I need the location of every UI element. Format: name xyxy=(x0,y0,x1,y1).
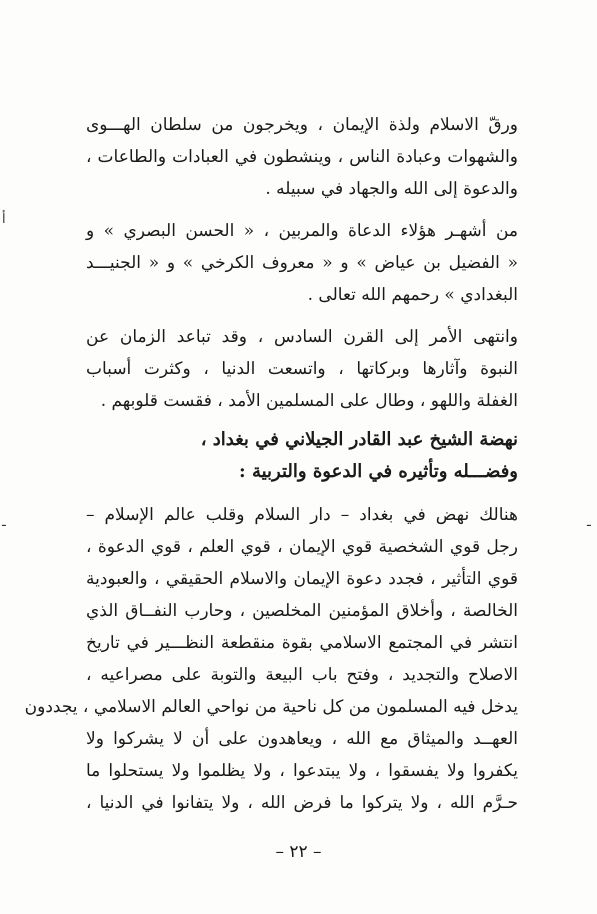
section-heading xyxy=(86,424,518,488)
text-line: من أشهـر هؤلاء الدعاة والمربين ، « الحسن البصري » و xyxy=(86,221,518,241)
text-line: يدخل فيه المسلمون من كل ناحية من نواحي العالم الاسلامي ، يجددون xyxy=(24,697,518,717)
heading-line: نهضة الشيخ عبد القادر الجيلاني في بغداد ، xyxy=(200,429,518,450)
margin-mark: أ xyxy=(2,212,6,227)
text-line: النبوة وآثارها وبركاتها ، واتسعت الدنيا ، وكثرت أسباب xyxy=(86,359,518,379)
paragraph-3 xyxy=(86,321,518,417)
text-line: الغفلة واللهو ، وطال على المسلمين الأمد ، فقست قلوبهم . xyxy=(100,391,518,411)
text-line: والدعوة إلى الله والجهاد في سبيله . xyxy=(265,179,518,199)
margin-mark: ـ xyxy=(587,515,591,530)
text-line: ورقّ الاسلام ولذة الإيمان ، ويخرجون من سلطان الهـــوى xyxy=(86,115,518,135)
heading-line: وفضـــله وتأثيره في الدعوة والتربية : xyxy=(239,461,518,482)
text-line: وانتهى الأمر إلى القرن السادس ، وقد تباعد الزمان عن xyxy=(86,327,518,347)
text-line: انتشر في المجتمع الاسلامي بقوة منقطعة النظـــير في تاريخ xyxy=(86,633,518,653)
paragraph-1 xyxy=(86,109,518,205)
text-line: رجل قوي الشخصية قوي الإيمان ، قوي العلم ، قوي الدعوة ، xyxy=(86,537,518,557)
page-number: – ٢٢ – xyxy=(275,842,322,862)
paragraph-4 xyxy=(24,499,518,819)
text-line: البغدادي » رحمهم الله تعالى . xyxy=(307,285,518,305)
paragraph-2 xyxy=(86,215,518,311)
text-line: حـرَّم الله ، ولا يتركوا ما فرض الله ، ولا يتفانوا في الدنيا ، xyxy=(86,793,518,813)
text-line: والشهوات وعبادة الناس ، وينشطون في العبادات والطاعات ، xyxy=(86,147,518,167)
text-line: الخالصة ، وأخلاق المؤمنين المخلصين ، وحارب النفــاق الذي xyxy=(86,601,518,621)
margin-mark: ـ xyxy=(2,515,6,530)
text-line: العهــد والميثاق مع الله ، ويعاهدون على أن لا يشركوا ولا xyxy=(86,729,518,749)
text-line: هنالك نهض في بغداد – دار السلام وقلب عالم الإسلام – xyxy=(86,505,518,525)
text-line: « الفضيل بن عياض » و « معروف الكرخي » و « الجنيـــد xyxy=(86,253,518,273)
text-line: يكفروا ولا يفسقوا ، ولا يبتدعوا ، ولا يظلموا ولا يستحلوا ما xyxy=(86,761,518,781)
text-line: الاصلاح والتجديد ، وفتح باب البيعة والتوبة على مصراعيه ، xyxy=(86,665,518,685)
text-line: قوي التأثير ، فجدد دعوة الإيمان والاسلام الحقيقي ، والعبودية xyxy=(86,569,518,589)
